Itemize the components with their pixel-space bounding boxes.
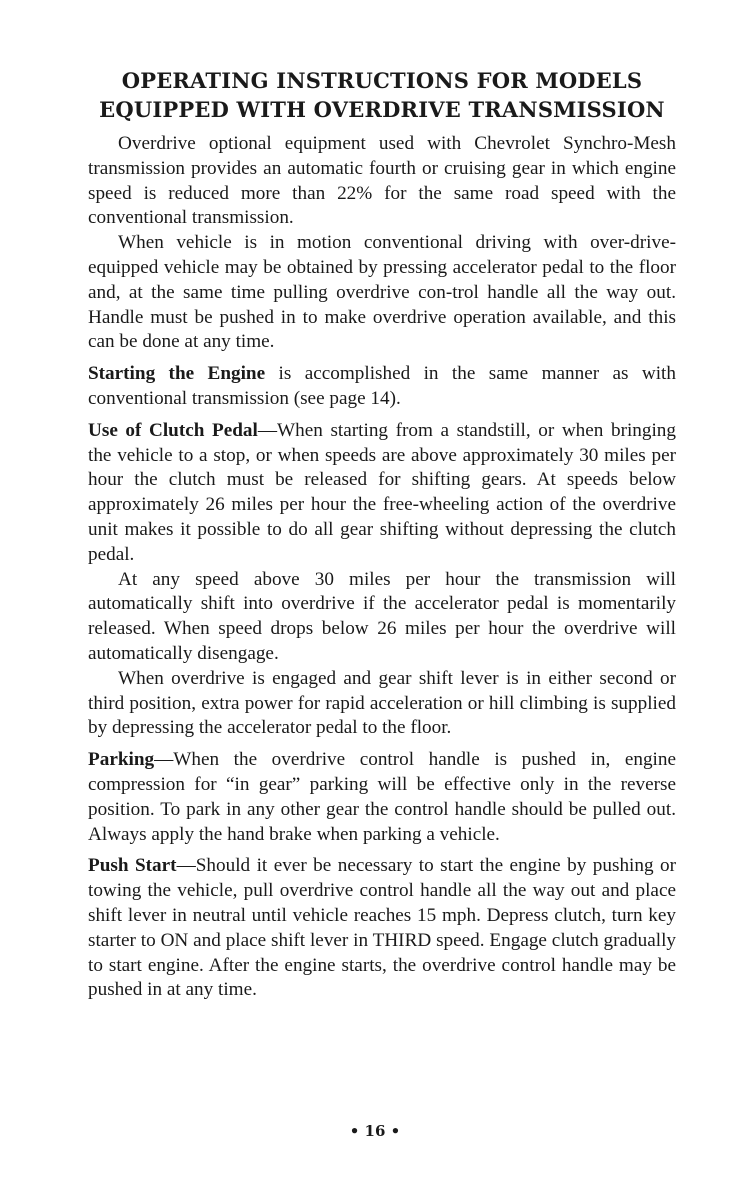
push-start-text: —Should it ever be necessary to start the engine by pushing or towing the vehicle, pull overdrive control handle all the way out and place shift lever in neutral until vehicle reaches 15 mph. Depress clutch, turn key starter to ON and place shift lever in THIRD speed. Engage clutch gradually to start engine. After the engine starts, the overdrive control handle may be pushed in at any time.: [88, 855, 677, 1001]
page-number: • 16 •: [349, 1122, 401, 1140]
clutch-pedal-paragraph: [88, 419, 676, 568]
push-start-heading: Push Start: [88, 855, 177, 877]
push-start-paragraph: [88, 854, 676, 1003]
parking-heading: Parking: [88, 749, 155, 771]
parking-text: —When the overdrive control handle is pushed in, engine compression for “in gear” parking will be effective only in the reverse position. To park in any other gear the control handle should be pulled out. Always apply the hand brake when parking a vehicle.: [88, 749, 676, 845]
starting-engine-text: is accomplished in the same manner as with conventional transmission (see page 14).: [88, 363, 676, 409]
starting-engine-heading: Starting the Engine: [88, 363, 266, 385]
overdrive-engaged-paragraph: When overdrive is engaged and gear shift lever is in either second or third position, extra power for rapid acceleration or hill climbing is supplied by depressing the accelerator pedal to the floor.: [88, 667, 676, 739]
intro-paragraph: Overdrive optional equipment used with Chevrolet Synchro-Mesh transmission provides an automatic fourth or cruising gear in which engine speed is reduced more than 22% for the same road speed with the conventional transmission.: [88, 133, 676, 229]
clutch-pedal-text: —When starting from a standstill, or when bringing the vehicle to a stop, or when speeds are above approximately 30 miles per hour the clutch must be released for shifting gears. At speeds below approximately 26 miles per hour the free-wheeling action of the overdrive unit makes it possible to do all gear shifting without depressing the clutch pedal.: [88, 419, 676, 565]
starting-engine-paragraph: [88, 362, 676, 412]
clutch-pedal-heading: Use of Clutch Pedal: [88, 419, 258, 441]
title-line-2: EQUIPPED WITH OVERDRIVE TRANSMISSION: [99, 97, 665, 122]
parking-paragraph: [88, 748, 676, 847]
overdrive-speed-paragraph: At any speed above 30 miles per hour the transmission will automatically shift into overdrive if the accelerator pedal is momentarily released. When speed drops below 26 miles per hour the overdrive will automatically disengage.: [88, 568, 676, 664]
conventional-driving-paragraph: When vehicle is in motion conventional driving with over-drive-equipped vehicle may be obtained by pressing accelerator pedal to the floor and, at the same time pulling overdrive con-trol handle all the way out. Handle must be pushed in to make overdrive operation available, and this can be done at any time.: [88, 232, 676, 353]
title-line-1: OPERATING INSTRUCTIONS FOR MODELS: [121, 68, 643, 93]
page-title: [88, 66, 676, 124]
